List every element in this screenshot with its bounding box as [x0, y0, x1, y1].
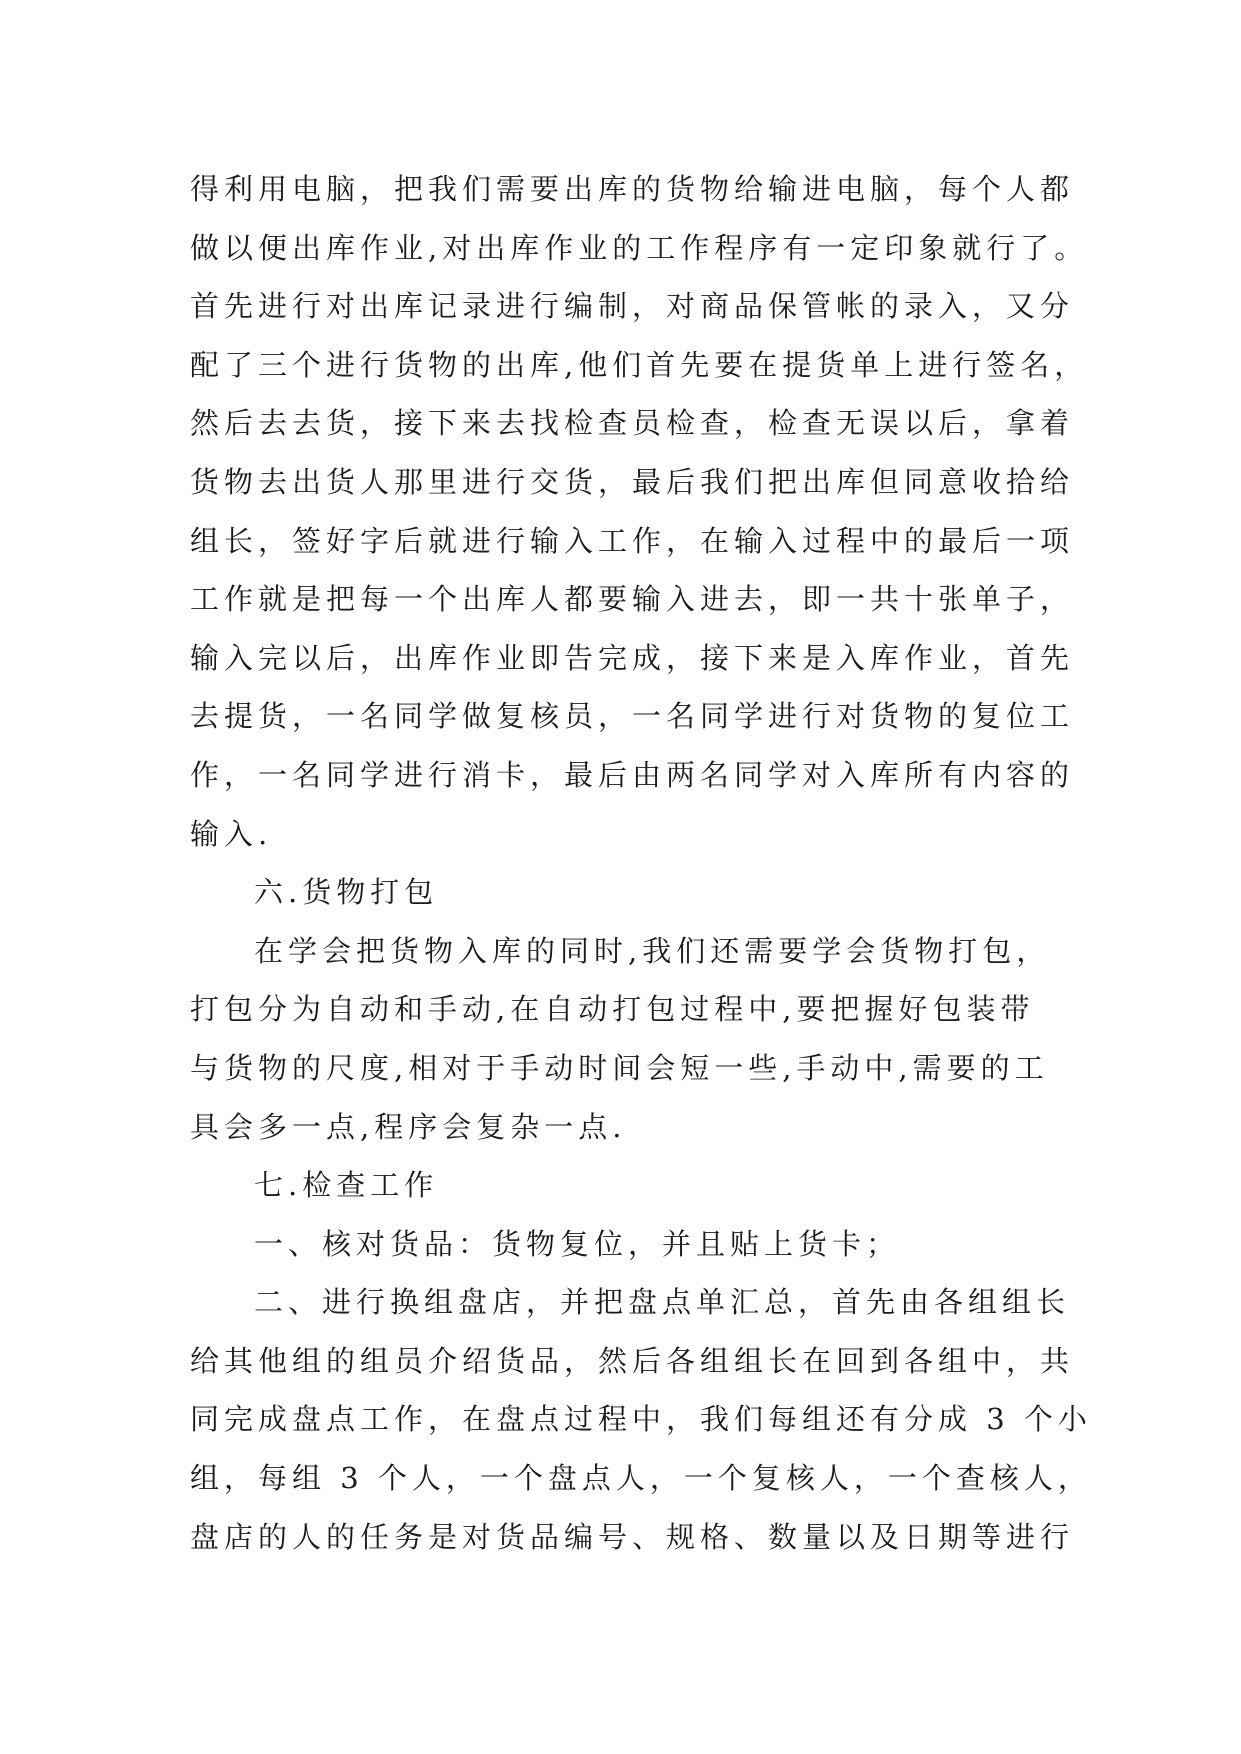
text-line: 得利用电脑，把我们需要出库的货物给输进电脑，每个人都	[190, 172, 1075, 206]
text-line: 配了三个进行货物的出库,他们首先要在提货单上进行签名，	[190, 347, 1089, 382]
section-heading: 七.检查工作	[254, 1168, 439, 1203]
text-line: 打包分为自动和手动,在自动打包过程中,要把握好包装带	[190, 992, 1035, 1027]
paragraph-start-line: 在学会把货物入库的同时,我们还需要学会货物打包，	[254, 933, 1051, 968]
text-line: 做以便出库作业,对出库作业的工作程序有一定印象就行了。	[190, 230, 1089, 265]
text-line: 盘店的人的任务是对货品编号、规格、数量以及日期等进行	[190, 1519, 1075, 1554]
document-body	[190, 160, 1092, 1566]
text-line: 货物去出货人那里进行交货，最后我们把出库但同意收拾给	[190, 464, 1075, 499]
text-line: 给其他组的组员介绍货品，然后各组组长在回到各组中，共	[190, 1343, 1075, 1378]
text-line: 组，每组 3 个人，一个盘点人，一个复核人，一个查核人，	[190, 1461, 1092, 1496]
text-line: 输入.	[190, 816, 273, 851]
text-line: 然后去去货，接下来去找检查员检查，检查无误以后，拿着	[190, 406, 1075, 441]
section-heading: 六.货物打包	[254, 875, 439, 910]
text-line: 与货物的尺度,相对于手动时间会短一些,手动中,需要的工	[190, 1050, 1049, 1085]
text-line: 首先进行对出库记录进行编制，对商品保管帐的录入，又分	[190, 289, 1075, 324]
text-line: 去提货，一名同学做复核员，一名同学进行对货物的复位工	[190, 699, 1075, 734]
text-line: 同完成盘点工作，在盘点过程中，我们每组还有分成 3 个小	[190, 1402, 1092, 1437]
text-line: 组长，签好字后就进行输入工作，在输入过程中的最后一项	[190, 523, 1075, 558]
list-item-line: 一、核对货品：货物复位，并且贴上货卡；	[254, 1226, 901, 1261]
text-line: 输入完以后，出库作业即告完成，接下来是入库作业，首先	[190, 640, 1075, 675]
text-line: 具会多一点,程序会复杂一点.	[190, 1109, 627, 1144]
text-line: 作，一名同学进行消卡，最后由两名同学对入库所有内容的	[190, 757, 1075, 792]
text-line: 工作就是把每一个出库人都要输入进去，即一共十张单子，	[190, 582, 1075, 617]
list-item-line: 二、进行换组盘店，并把盘点单汇总，首先由各组组长	[254, 1285, 1071, 1320]
